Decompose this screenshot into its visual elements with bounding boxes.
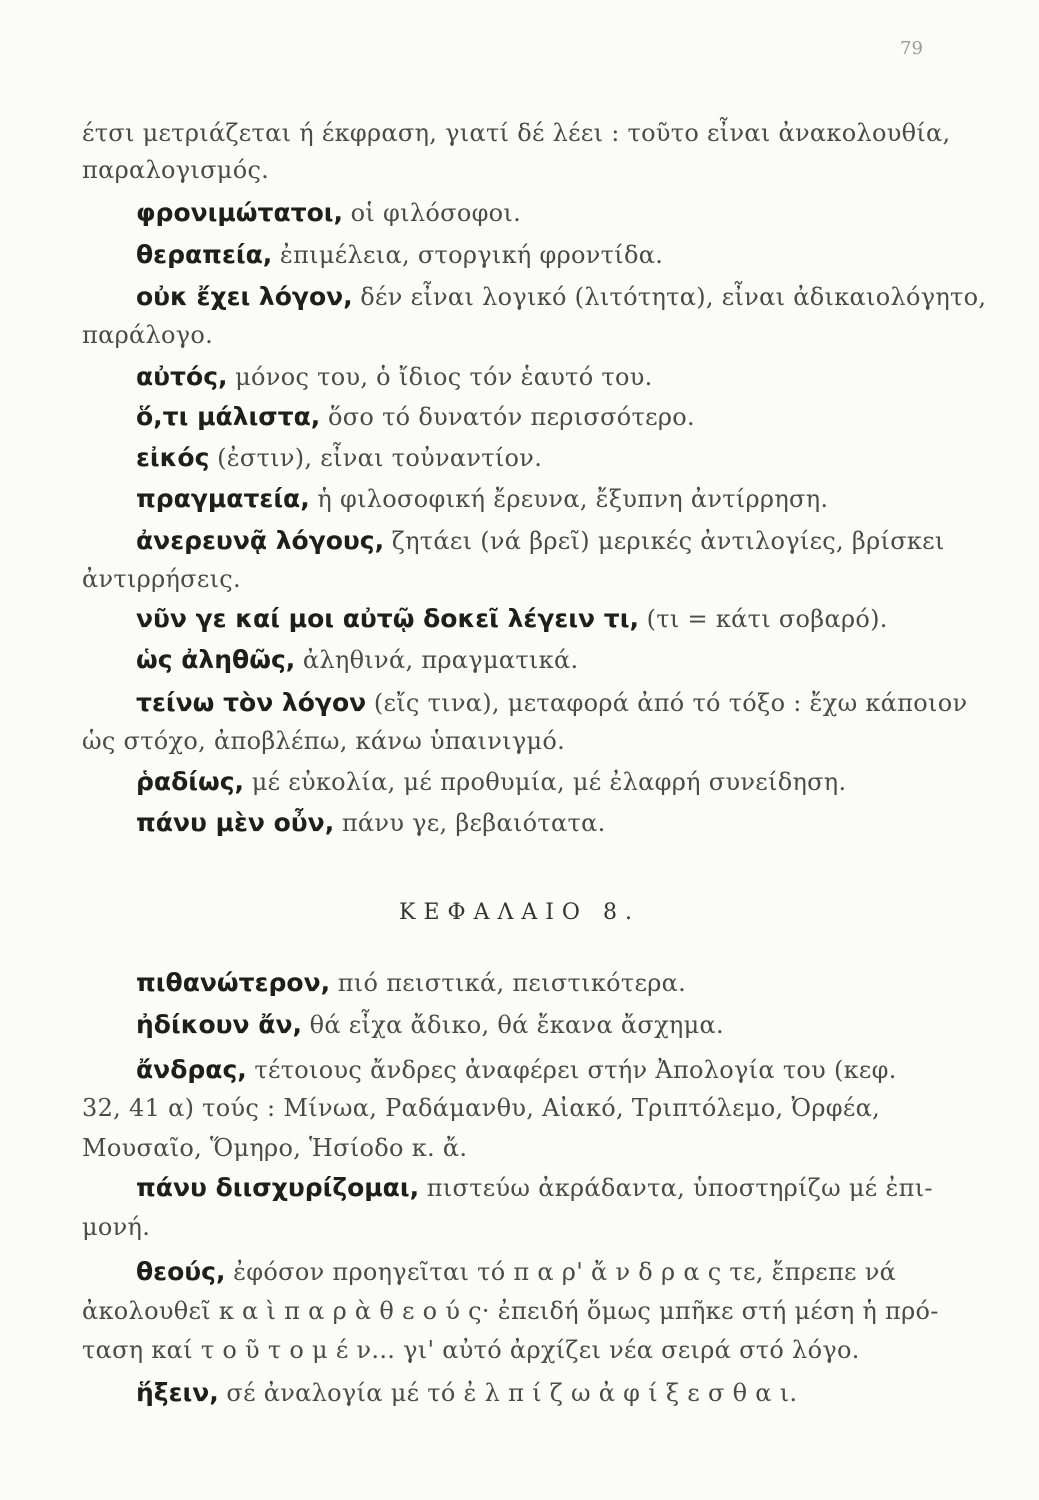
gloss-text: (ἐστιν), εἶναι τοὐναντίον. bbox=[217, 444, 543, 472]
glossary-line bbox=[136, 604, 1016, 634]
glossary-line bbox=[136, 443, 1016, 473]
gloss-text: 32, 41 α) τούς : Μίνωα, Ραδάμανθυ, Αἰακό, Τριπτόλεμο, Ὀρφέα, bbox=[82, 1094, 881, 1122]
gloss-text: ἐφόσον προηγεῖται τό π α ρ' ἄ ν δ ρ α ς τε, ἔπρεπε νά bbox=[233, 1258, 897, 1286]
glossary-line bbox=[136, 484, 1016, 514]
glossary-line bbox=[82, 1296, 962, 1326]
gloss-text: παραλογισμός. bbox=[82, 156, 270, 184]
gloss-text: οἱ φιλόσοφοι. bbox=[350, 199, 522, 227]
lemma-term: εἰκός bbox=[136, 443, 210, 472]
glossary-line bbox=[136, 402, 1016, 432]
gloss-text: παράλογο. bbox=[82, 321, 214, 349]
glossary-line bbox=[82, 155, 962, 185]
lemma-term: θεραπεία, bbox=[136, 240, 273, 269]
lemma-term: πιθανώτερον, bbox=[136, 968, 331, 997]
lemma-term: πάνυ διισχυρίζομαι, bbox=[136, 1173, 420, 1202]
gloss-text: δέν εἶναι λογικό (λιτότητα), εἶναι ἀδικαιολόγητο, bbox=[360, 283, 987, 311]
lemma-term: ἠδίκουν ἄν, bbox=[136, 1010, 302, 1039]
lemma-term: ὡς ἀληθῶς, bbox=[136, 645, 296, 674]
gloss-text: θά εἶχα ἄδικο, θά ἔκανα ἄσχημα. bbox=[309, 1011, 724, 1039]
gloss-text: πάνυ γε, βεβαιότατα. bbox=[341, 809, 606, 837]
glossary-line bbox=[136, 526, 1016, 556]
glossary-line bbox=[82, 726, 962, 756]
lemma-term: αὐτός, bbox=[136, 362, 228, 391]
gloss-text: ἐπιμέλεια, στοργική φροντίδα. bbox=[279, 241, 664, 269]
lemma-term: πραγματεία, bbox=[136, 484, 310, 513]
gloss-text: ζητάει (νά βρεῖ) μερικές ἀντιλογίες, βρίσκει bbox=[391, 527, 945, 555]
lemma-term: νῦν γε καί μοι αὐτῷ δοκεῖ λέγειν τι, bbox=[136, 604, 639, 633]
gloss-text: σέ ἀναλογία μέ τό ἐ λ π ί ζ ω ἀ φ ί ξ ε σ θ α ι. bbox=[226, 1379, 798, 1407]
gloss-text: πιστεύω ἀκράδαντα, ὑποστηρίζω μέ ἐπι- bbox=[426, 1174, 933, 1202]
glossary-line bbox=[136, 282, 1016, 312]
glossary-line bbox=[136, 645, 1016, 675]
lemma-term: φρονιμώτατοι, bbox=[136, 198, 344, 227]
glossary-line bbox=[136, 362, 1016, 392]
lemma-term: ἀνερευνᾷ λόγους, bbox=[136, 526, 385, 555]
gloss-text: τέτοιους ἄνδρες ἀναφέρει στήν Ἀπολογία του (κεφ. bbox=[254, 1056, 897, 1084]
gloss-text: (τι = κάτι σοβαρό). bbox=[646, 605, 888, 633]
glossary-line bbox=[136, 240, 1016, 270]
lemma-term: πάνυ μὲν οὖν, bbox=[136, 808, 335, 837]
gloss-text: ταση καί τ ο ῦ τ ο μ έ ν... γι' αὐτό ἀρχίζει νέα σειρά στό λόγο. bbox=[82, 1336, 860, 1364]
gloss-text: πιό πειστικά, πειστικότερα. bbox=[337, 969, 687, 997]
chapter-heading: ΚΕΦΑΛΑΙΟ 8. bbox=[399, 900, 640, 925]
gloss-text: Μουσαῖο, Ὅμηρο, Ἡσίοδο κ. ἄ. bbox=[82, 1134, 468, 1162]
gloss-text: ἡ φιλοσοφική ἔρευνα, ἔξυπνη ἀντίρρηση. bbox=[317, 485, 829, 513]
glossary-line bbox=[82, 1212, 962, 1242]
gloss-text: ὅσο τό δυνατόν περισσότερο. bbox=[327, 403, 695, 431]
glossary-line bbox=[82, 1335, 962, 1365]
glossary-line bbox=[82, 564, 962, 594]
gloss-text: ἀντιρρήσεις. bbox=[82, 565, 241, 593]
gloss-text: ἀληθινά, πραγματικά. bbox=[302, 646, 579, 674]
glossary-line bbox=[136, 1010, 1016, 1040]
glossary-line bbox=[136, 198, 1016, 228]
gloss-text: έτσι μετριάζεται ή έκφραση, γιατί δέ λέει : τοῦτο εἶναι ἀνακολουθία, bbox=[82, 119, 951, 147]
page-number: 79 bbox=[900, 38, 923, 59]
lemma-term: ῥαδίως, bbox=[136, 767, 245, 796]
gloss-text: ὡς στόχο, ἀποβλέπω, κάνω ὑπαινιγμό. bbox=[82, 727, 566, 755]
glossary-line bbox=[82, 320, 962, 350]
gloss-text: μονή. bbox=[82, 1213, 151, 1241]
lemma-term: τείνω τὸν λόγον bbox=[136, 688, 367, 717]
glossary-line bbox=[136, 1378, 1016, 1408]
gloss-text: ἀκολουθεῖ κ α ὶ π α ρ ὰ θ ε ο ύ ς· ἐπειδή ὅμως μπῆκε στή μέση ἡ πρό- bbox=[82, 1297, 939, 1325]
lemma-term: ἥξειν, bbox=[136, 1378, 219, 1407]
glossary-line bbox=[82, 1093, 962, 1123]
gloss-text: μόνος του, ὁ ἴδιος τόν ἑαυτό του. bbox=[235, 363, 653, 391]
lemma-term: ἄνδρας, bbox=[136, 1055, 247, 1084]
glossary-line bbox=[136, 1173, 1016, 1203]
glossary-line bbox=[136, 1055, 1016, 1085]
gloss-text: μέ εὐκολία, μέ προθυμία, μέ ἐλαφρή συνείδηση. bbox=[251, 768, 847, 796]
glossary-line bbox=[136, 688, 1016, 718]
glossary-line bbox=[136, 767, 1016, 797]
glossary-line bbox=[82, 118, 962, 148]
glossary-line bbox=[136, 808, 1016, 838]
lemma-term: θεούς, bbox=[136, 1257, 226, 1286]
gloss-text: (εἴς τινα), μεταφορά ἀπό τό τόξο : ἔχω κάποιον bbox=[373, 689, 968, 717]
glossary-line bbox=[82, 1133, 962, 1163]
glossary-line bbox=[136, 1257, 1016, 1287]
lemma-term: οὐκ ἔχει λόγον, bbox=[136, 282, 353, 311]
lemma-term: ὅ,τι μάλιστα, bbox=[136, 402, 321, 431]
glossary-line bbox=[136, 968, 1016, 998]
